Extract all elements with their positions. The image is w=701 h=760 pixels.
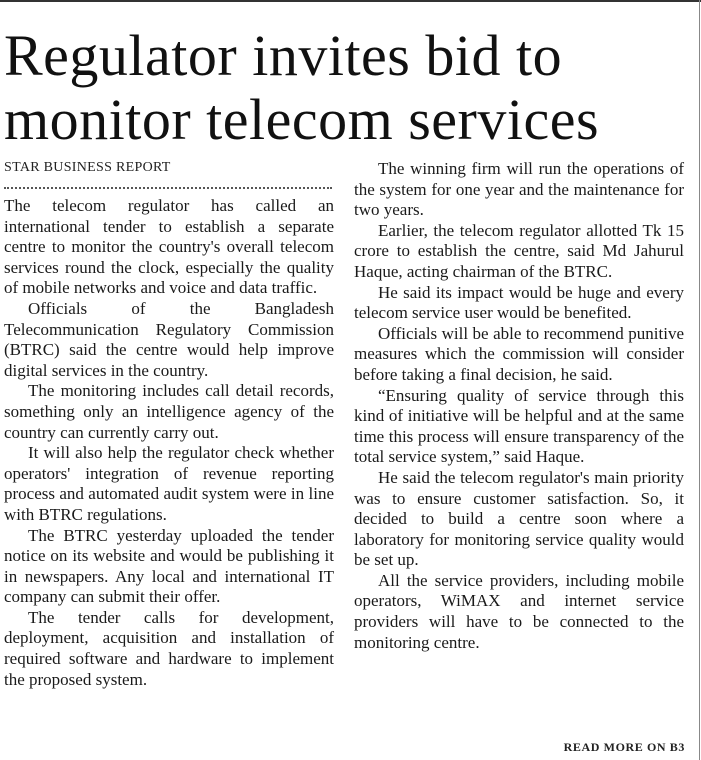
paragraph: Officials of the Bangladesh Telecommunication Regulatory Commission (BTRC) said the centre would help improve digital services in the country. bbox=[4, 298, 334, 380]
paragraph: The BTRC yesterday uploaded the tender notice on its website and would be publishing it in newspapers. Any local and international IT company can submit their offer. bbox=[4, 525, 334, 607]
dotted-divider bbox=[4, 181, 332, 189]
paragraph: The monitoring includes call detail records, something only an intelligence agency of the country can currently carry out. bbox=[4, 381, 334, 442]
paragraph: It will also help the regulator check whether operators' integration of revenue reporting process and automated audit system were in line with BTRC regulations. bbox=[4, 443, 334, 524]
paragraph: The tender calls for development, deployment, acquisition and installation of required software and hardware to implement the proposed system. bbox=[4, 607, 334, 689]
paragraph: He said the telecom regulator's main priority was to ensure customer satisfaction. So, it decided to build a centre soon where a laboratory for monitoring service quality would be set up. bbox=[354, 467, 684, 570]
paragraph: Earlier, the telecom regulator allotted Tk 15 crore to establish the centre, said Md Jahurul Haque, acting chairman of the BTRC. bbox=[354, 220, 684, 281]
top-rule bbox=[0, 0, 701, 2]
headline: Regulator invites bid to monitor telecom services bbox=[4, 23, 600, 152]
paragraph: “Ensuring quality of service through this kind of initiative will be helpful and at the same time this process will ensure transparency of the total service system,” said Haque. bbox=[354, 385, 684, 467]
paragraph: The winning firm will run the operations of the system for one year and the maintenance for two years. bbox=[354, 159, 684, 220]
left-column bbox=[4, 159, 334, 690]
paragraph: He said its impact would be huge and every telecom service user would be benefited. bbox=[354, 282, 684, 323]
right-rule bbox=[699, 0, 700, 760]
right-column bbox=[354, 159, 684, 653]
byline: STAR BUSINESS REPORT bbox=[4, 160, 171, 175]
paragraph: Officials will be able to recommend punitive measures which the commission will consider before taking a final decision, he said. bbox=[354, 323, 684, 384]
read-more-link[interactable]: READ MORE ON B3 bbox=[563, 740, 685, 754]
paragraph: All the service providers, including mobile operators, WiMAX and internet service providers will have to be connected to the monitoring centre. bbox=[354, 570, 684, 652]
paragraph: The telecom regulator has called an international tender to establish a separate centre to monitor the country's overall telecom services round the clock, especially the quality of mobile networks and voice and data traffic. bbox=[4, 196, 334, 298]
